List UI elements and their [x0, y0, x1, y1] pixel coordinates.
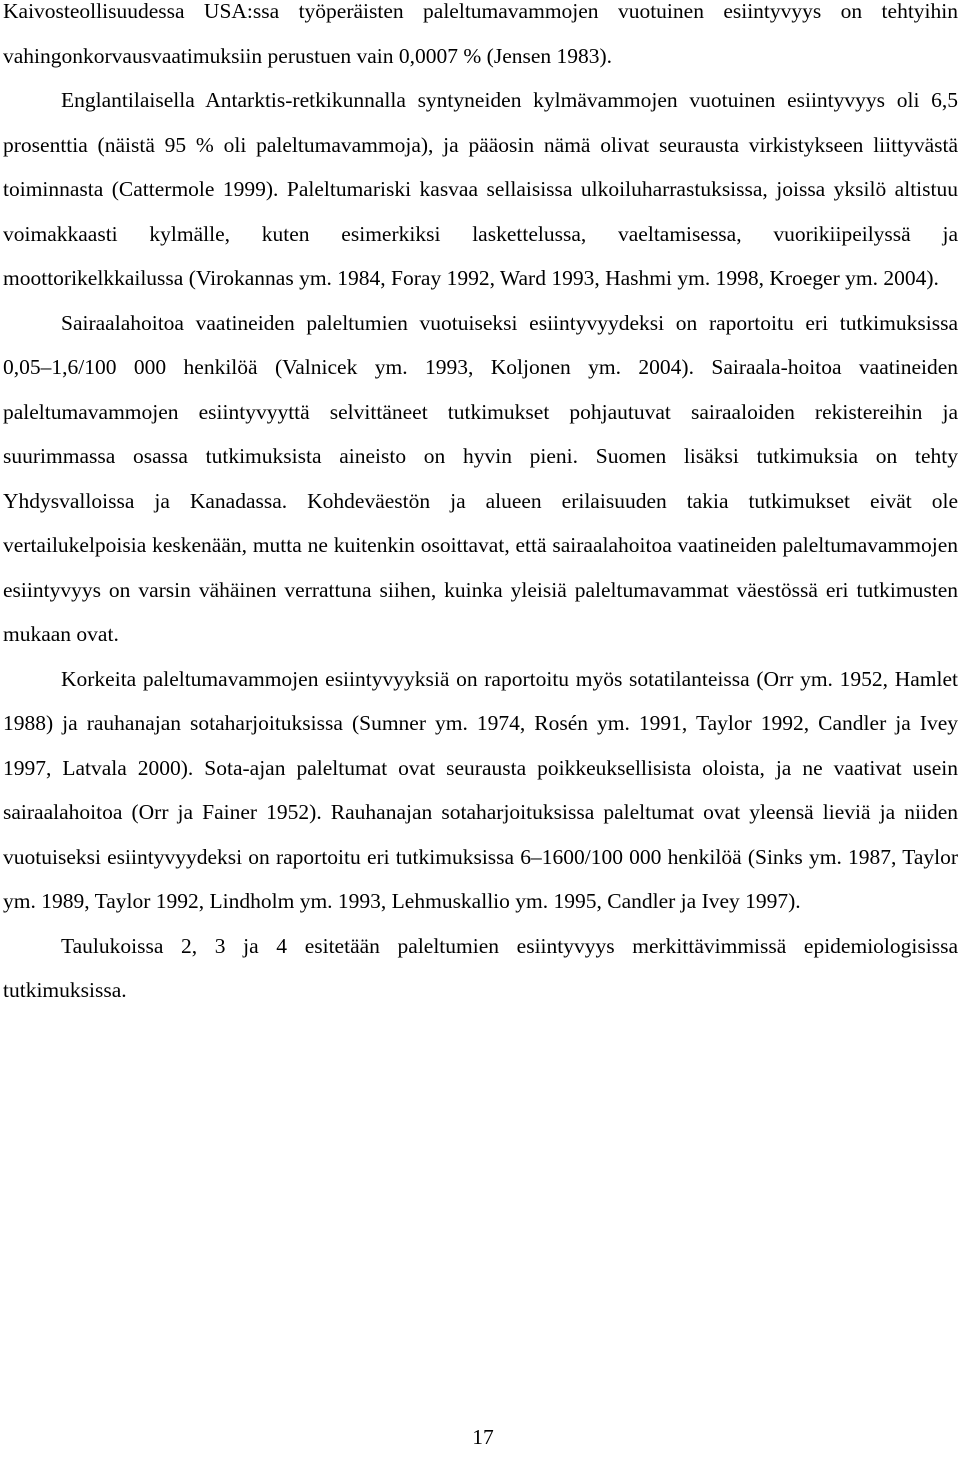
- paragraph-military-settings: Korkeita paleltumavammojen esiintyvyyksiä on raportoitu myös sotatilanteissa (Orr ym. 1952, Hamlet 1988) ja rauhanajan sotaharjoituksissa (Sumner ym. 1974, Rosén ym. 1991, Taylor 1992, Candler ja Ivey 1997, Latvala 2000). Sota-ajan paleltumat ovat seurausta poikkeuksellisista oloista, ja ne vaativat usein sairaalahoitoa (Orr ja Fainer 1952). Rauhanajan sotaharjoituksissa paleltumat ovat yleensä lieviä ja niiden vuotuiseksi esiintyvyydeksi on raportoitu eri tutkimuksissa 6–1600/100 000 henkilöä (Sinks ym. 1987, Taylor ym. 1989, Taylor 1992, Lindholm ym. 1993, Lehmuskallio ym. 1995, Candler ja Ivey 1997).: [3, 666, 958, 913]
- page-number: 17: [472, 1425, 494, 1449]
- paragraph-hospital-treatment: Sairaalahoitoa vaatineiden paleltumien vuotuiseksi esiintyvyydeksi on raportoitu eri tutkimuksissa 0,05–1,6/100 000 henkilöä (Valnicek ym. 1993, Koljonen ym. 2004). Sairaala-hoitoa vaatineiden paleltumavammojen esiintyvyyttä selvittäneet tutkimukset pohjautuvat sairaaloiden rekistereihin ja suurimmassa osassa tutkimuksista aineisto on hyvin pieni. Suomen lisäksi tutkimuksia on tehty Yhdysvalloissa ja Kanadassa. Kohdeväestön ja alueen erilaisuuden takia tutkimukset eivät ole vertailukelpoisia keskenään, mutta ne kuitenkin osoittavat, että sairaalahoitoa vaatineiden paleltumavammojen esiintyvyys on varsin vähäinen verrattuna siihen, kuinka yleisiä paleltumavammat väestössä eri tutkimusten mukaan ovat.: [3, 310, 958, 646]
- body-text: [3, 0, 958, 1013]
- paragraph-antarctic-expedition: Englantilaisella Antarktis-retkikunnalla syntyneiden kylmävammojen vuotuinen esiintyvyys oli 6,5 prosenttia (näistä 95 % oli paleltumavammoja), ja pääosin nämä olivat seurausta virkistykseen liittyvästä toiminnasta (Cattermole 1999). Paleltumariski kasvaa sellaisissa ulkoiluharrastuksissa, joissa yksilö altistuu voimakkaasti kylmälle, kuten esimerkiksi laskettelussa, vaeltamisessa, vuorikiipeilyssä ja moottorikelkkailussa (Virokannas ym. 1984, Foray 1992, Ward 1993, Hashmi ym. 1998, Kroeger ym. 2004).: [3, 88, 958, 290]
- paragraph-tables-reference: Taulukoissa 2, 3 ja 4 esitetään paleltumien esiintyvyys merkittävimmissä epidemiologisissa tutkimuksissa.: [3, 933, 958, 1002]
- document-page: [3, 0, 958, 1463]
- paragraph-mining-incidence: Kaivosteollisuudessa USA:ssa työperäisten paleltumavammojen vuotuinen esiintyvyys on tehtyihin vahingonkorvausvaatimuksiin perustuen vain 0,0007 % (Jensen 1983).: [3, 0, 958, 68]
